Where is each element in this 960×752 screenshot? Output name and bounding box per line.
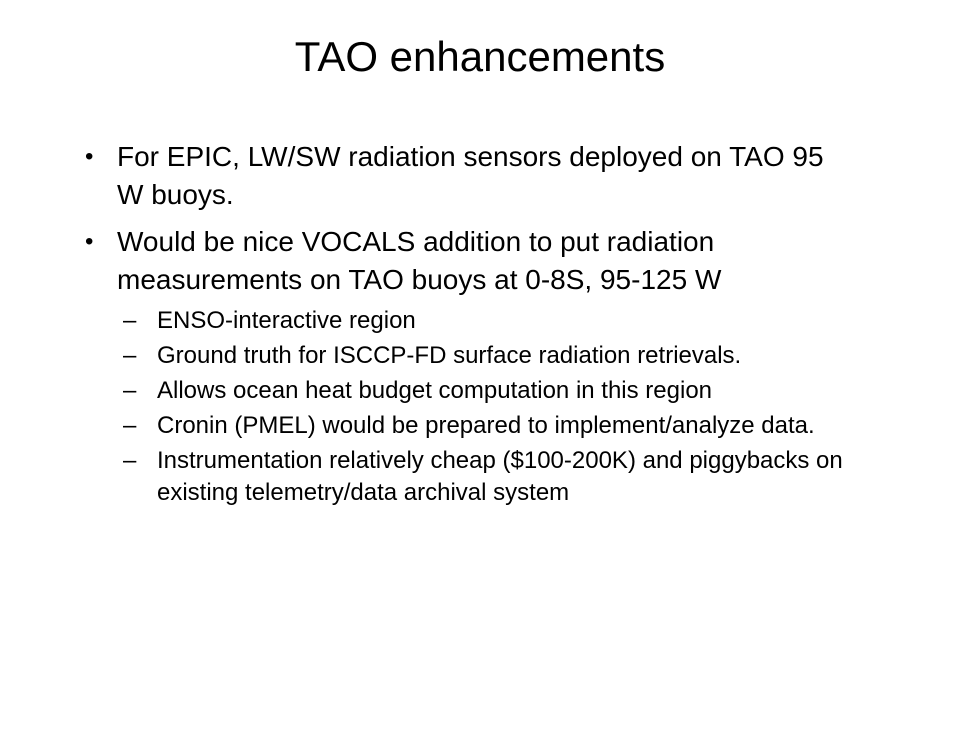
- sub-bullet-item: [123, 340, 849, 372]
- dash-icon: –: [123, 377, 137, 404]
- dash-icon: –: [123, 307, 137, 334]
- sub-bullet-item: [123, 410, 849, 442]
- sub-bullet-list: [123, 305, 849, 509]
- sub-bullet-text: Allows ocean heat budget computation in this region: [157, 377, 713, 404]
- sub-bullet-text: Ground truth for ISCCP-FD surface radiation retrievals.: [157, 342, 742, 369]
- bullet-dot-icon: •: [85, 228, 94, 255]
- slide-title: TAO enhancements: [294, 33, 666, 80]
- sub-bullet-text: Instrumentation relatively cheap ($100-200K) and piggybacks on existing telemetry/data archival system: [157, 447, 843, 506]
- bullet-item: [85, 138, 849, 214]
- slide-canvas: [0, 32, 960, 752]
- sub-bullet-text: ENSO-interactive region: [157, 307, 416, 334]
- sub-bullet-item: [123, 375, 849, 407]
- sub-bullet-text: Cronin (PMEL) would be prepared to implement/analyze data.: [157, 412, 815, 439]
- sub-bullet-item: [123, 305, 849, 337]
- bullet-text: Would be nice VOCALS addition to put radiation measurements on TAO buoys at 0-8S, 95-125 W: [117, 226, 722, 295]
- bullet-text: For EPIC, LW/SW radiation sensors deployed on TAO 95 W buoys.: [117, 141, 824, 210]
- bullet-dot-icon: •: [85, 143, 94, 170]
- sub-bullet-item: [123, 445, 849, 509]
- dash-icon: –: [123, 342, 137, 369]
- dash-icon: –: [123, 412, 137, 439]
- slide-body: [85, 138, 849, 509]
- bullet-item: [85, 223, 849, 299]
- dash-icon: –: [123, 447, 137, 474]
